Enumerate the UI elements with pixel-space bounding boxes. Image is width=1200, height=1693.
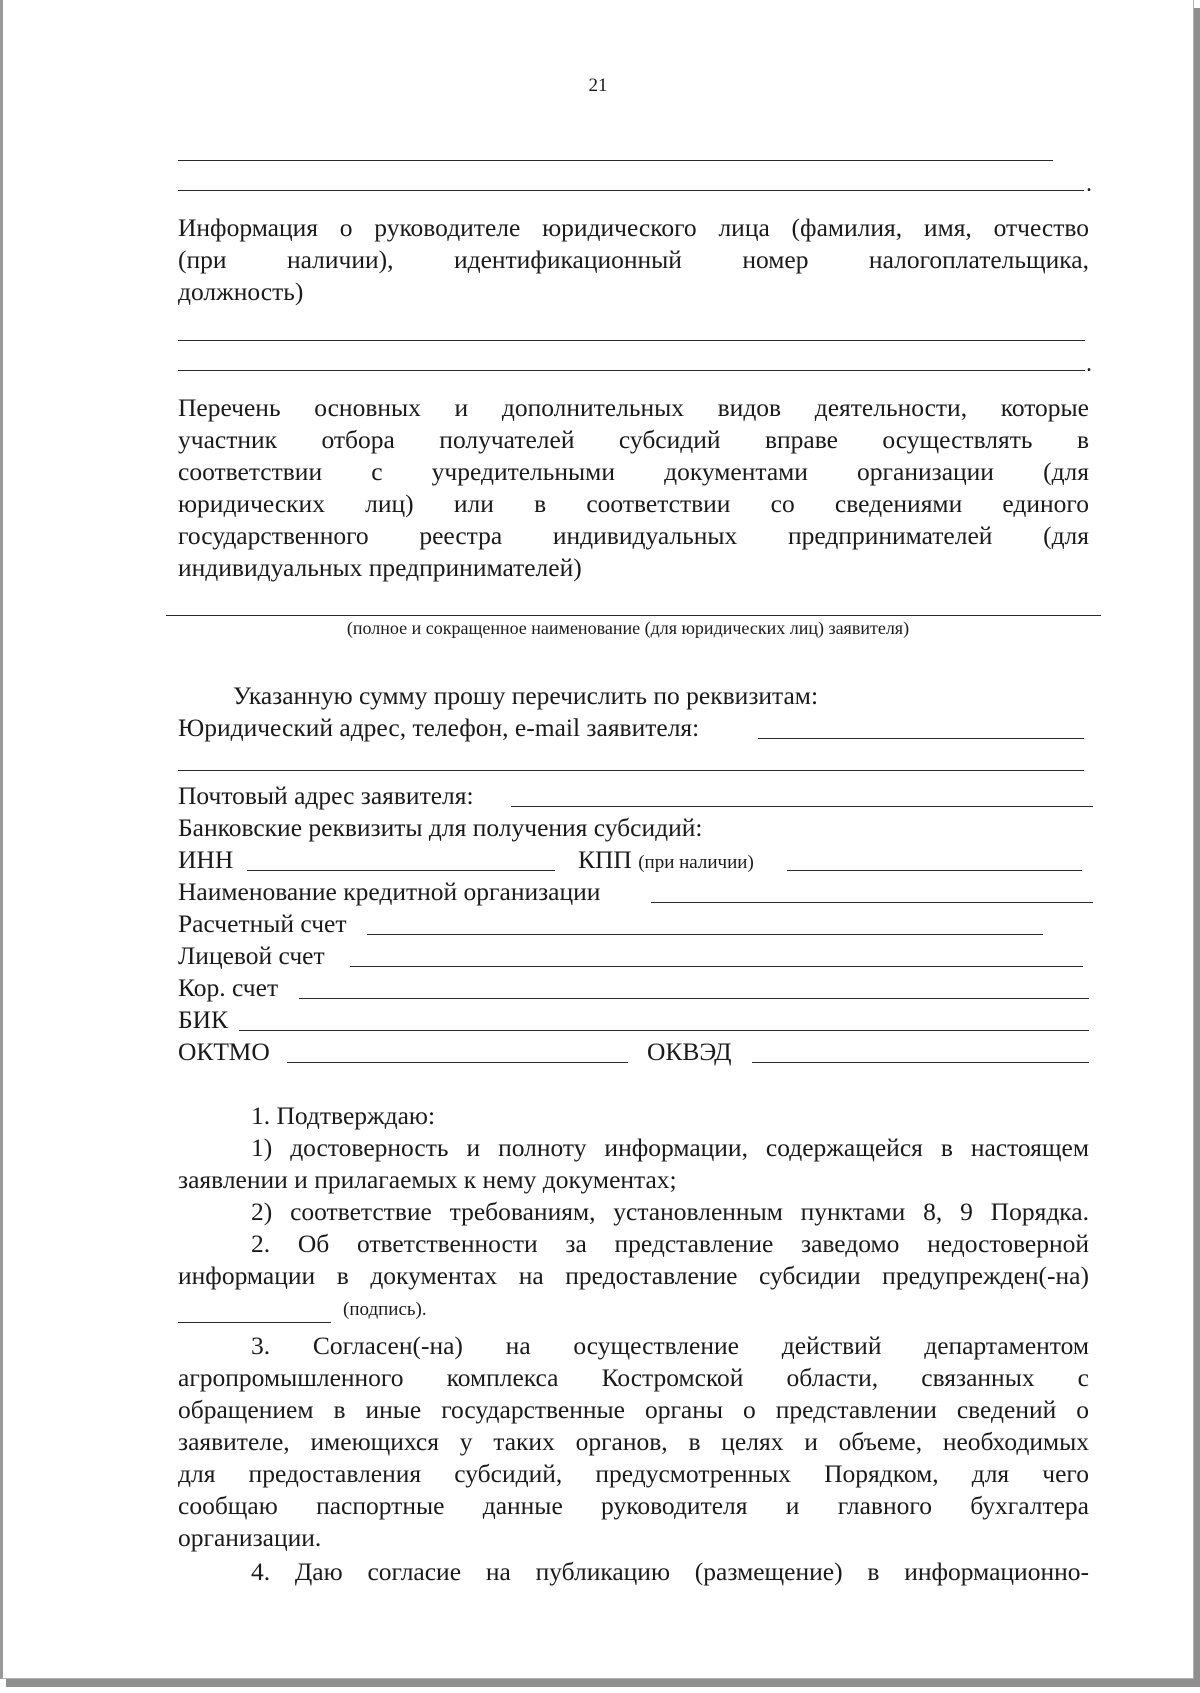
blank-line	[178, 370, 1085, 371]
legal-address-label: Юридический адрес, телефон, e-mail заявителя:	[178, 713, 700, 742]
requisites-intro: Указанную сумму прошу перечислить по реквизитам:	[233, 681, 819, 710]
confirm-item-1-line-2: заявлении и прилагаемых к нему документах;	[178, 1165, 677, 1194]
applicant-name-caption: (полное и сокращенное наименование (для юридических лиц) заявителя)	[346, 618, 910, 638]
legal-address-field	[758, 738, 1084, 739]
confirm-item-2: 2) соответствие требованиям, установленным пунктами 8, 9 Порядка.	[251, 1197, 1089, 1226]
personal-account-label: Лицевой счет	[178, 941, 325, 970]
publication-line-1: 4. Даю согласие на публикацию (размещение) в информационно-	[251, 1557, 1089, 1586]
consent-line-7: организации.	[178, 1523, 322, 1552]
okved-label: ОКВЭД	[647, 1037, 732, 1066]
kpp-label	[578, 844, 754, 879]
blank-line	[178, 340, 1085, 341]
settlement-account-field	[367, 934, 1043, 935]
leader-info-line-3: должность)	[178, 277, 304, 306]
responsibility-line-2: информации в документах на предоставление субсидии предупрежден(-на)	[178, 1261, 1089, 1290]
credit-org-label: Наименование кредитной организации	[178, 877, 601, 906]
activities-line-5: государственного реестра индивидуальных предпринимателей (для	[178, 521, 1089, 550]
oktmo-label: ОКТМО	[178, 1037, 270, 1066]
consent-line-2: агропромышленного комплекса Костромской области, связанных с	[178, 1363, 1089, 1392]
inn-field	[247, 870, 555, 871]
consent-line-4: заявителе, имеющихся у таких органов, в целях и объеме, необходимых	[178, 1427, 1089, 1456]
blank-line	[178, 160, 1053, 161]
signature-caption: (подпись).	[343, 1299, 427, 1320]
corr-account-label: Кор. счет	[178, 973, 279, 1002]
okved-field	[752, 1062, 1089, 1063]
blank-line	[178, 190, 1084, 191]
confirm-item-1-line-1: 1) достоверность и полноту информации, содержащейся в настоящем	[251, 1133, 1089, 1162]
consent-line-1: 3. Согласен(-на) на осуществление действий департаментом	[251, 1331, 1089, 1360]
bik-label: БИК	[178, 1005, 229, 1034]
personal-account-field	[350, 966, 1083, 967]
settlement-account-label: Расчетный счет	[178, 909, 347, 938]
legal-address-field-2	[178, 770, 1084, 771]
leader-info-line-1: Информация о руководителе юридического лица (фамилия, имя, отчество	[178, 213, 1089, 242]
applicant-name-line	[166, 615, 1101, 616]
postal-address-field	[511, 806, 1093, 807]
activities-line-3: соответствии с учредительными документами организации (для	[178, 457, 1089, 486]
credit-org-field	[651, 902, 1093, 903]
bank-details-label: Банковские реквизиты для получения субсидий:	[178, 813, 703, 842]
responsibility-line-1: 2. Об ответственности за представление заведомо недостоверной	[251, 1229, 1089, 1258]
consent-line-3: обращением в иные государственные органы о представлении сведений о	[178, 1395, 1089, 1424]
oktmo-field	[287, 1062, 628, 1063]
consent-line-6: сообщаю паспортные данные руководителя и главного бухгалтера	[178, 1491, 1089, 1520]
signature-line	[178, 1322, 331, 1323]
line-end-period: .	[1086, 351, 1092, 377]
activities-line-6: индивидуальных предпринимателей)	[178, 553, 582, 582]
corr-account-field	[299, 998, 1089, 999]
activities-line-2: участник отбора получателей субсидий вправе осуществлять в	[178, 425, 1089, 454]
postal-address-label: Почтовый адрес заявителя:	[178, 781, 474, 810]
inn-label: ИНН	[178, 845, 234, 874]
page-number: 21	[588, 75, 608, 96]
activities-line-4: юридических лиц) или в соответствии со сведениями единого	[178, 489, 1089, 518]
activities-line-1: Перечень основных и дополнительных видов деятельности, которые	[178, 393, 1089, 422]
line-end-period: .	[1086, 171, 1092, 197]
kpp-label-text: КПП	[578, 845, 632, 874]
kpp-note: (при наличии)	[638, 852, 754, 873]
consent-line-5: для предоставления субсидий, предусмотренных Порядком, для чего	[178, 1459, 1089, 1488]
kpp-field	[787, 870, 1082, 871]
bik-field	[239, 1030, 1089, 1031]
confirm-heading: 1. Подтверждаю:	[251, 1101, 436, 1130]
leader-info-line-2: (при наличии), идентификационный номер налогоплательщика,	[178, 245, 1089, 274]
